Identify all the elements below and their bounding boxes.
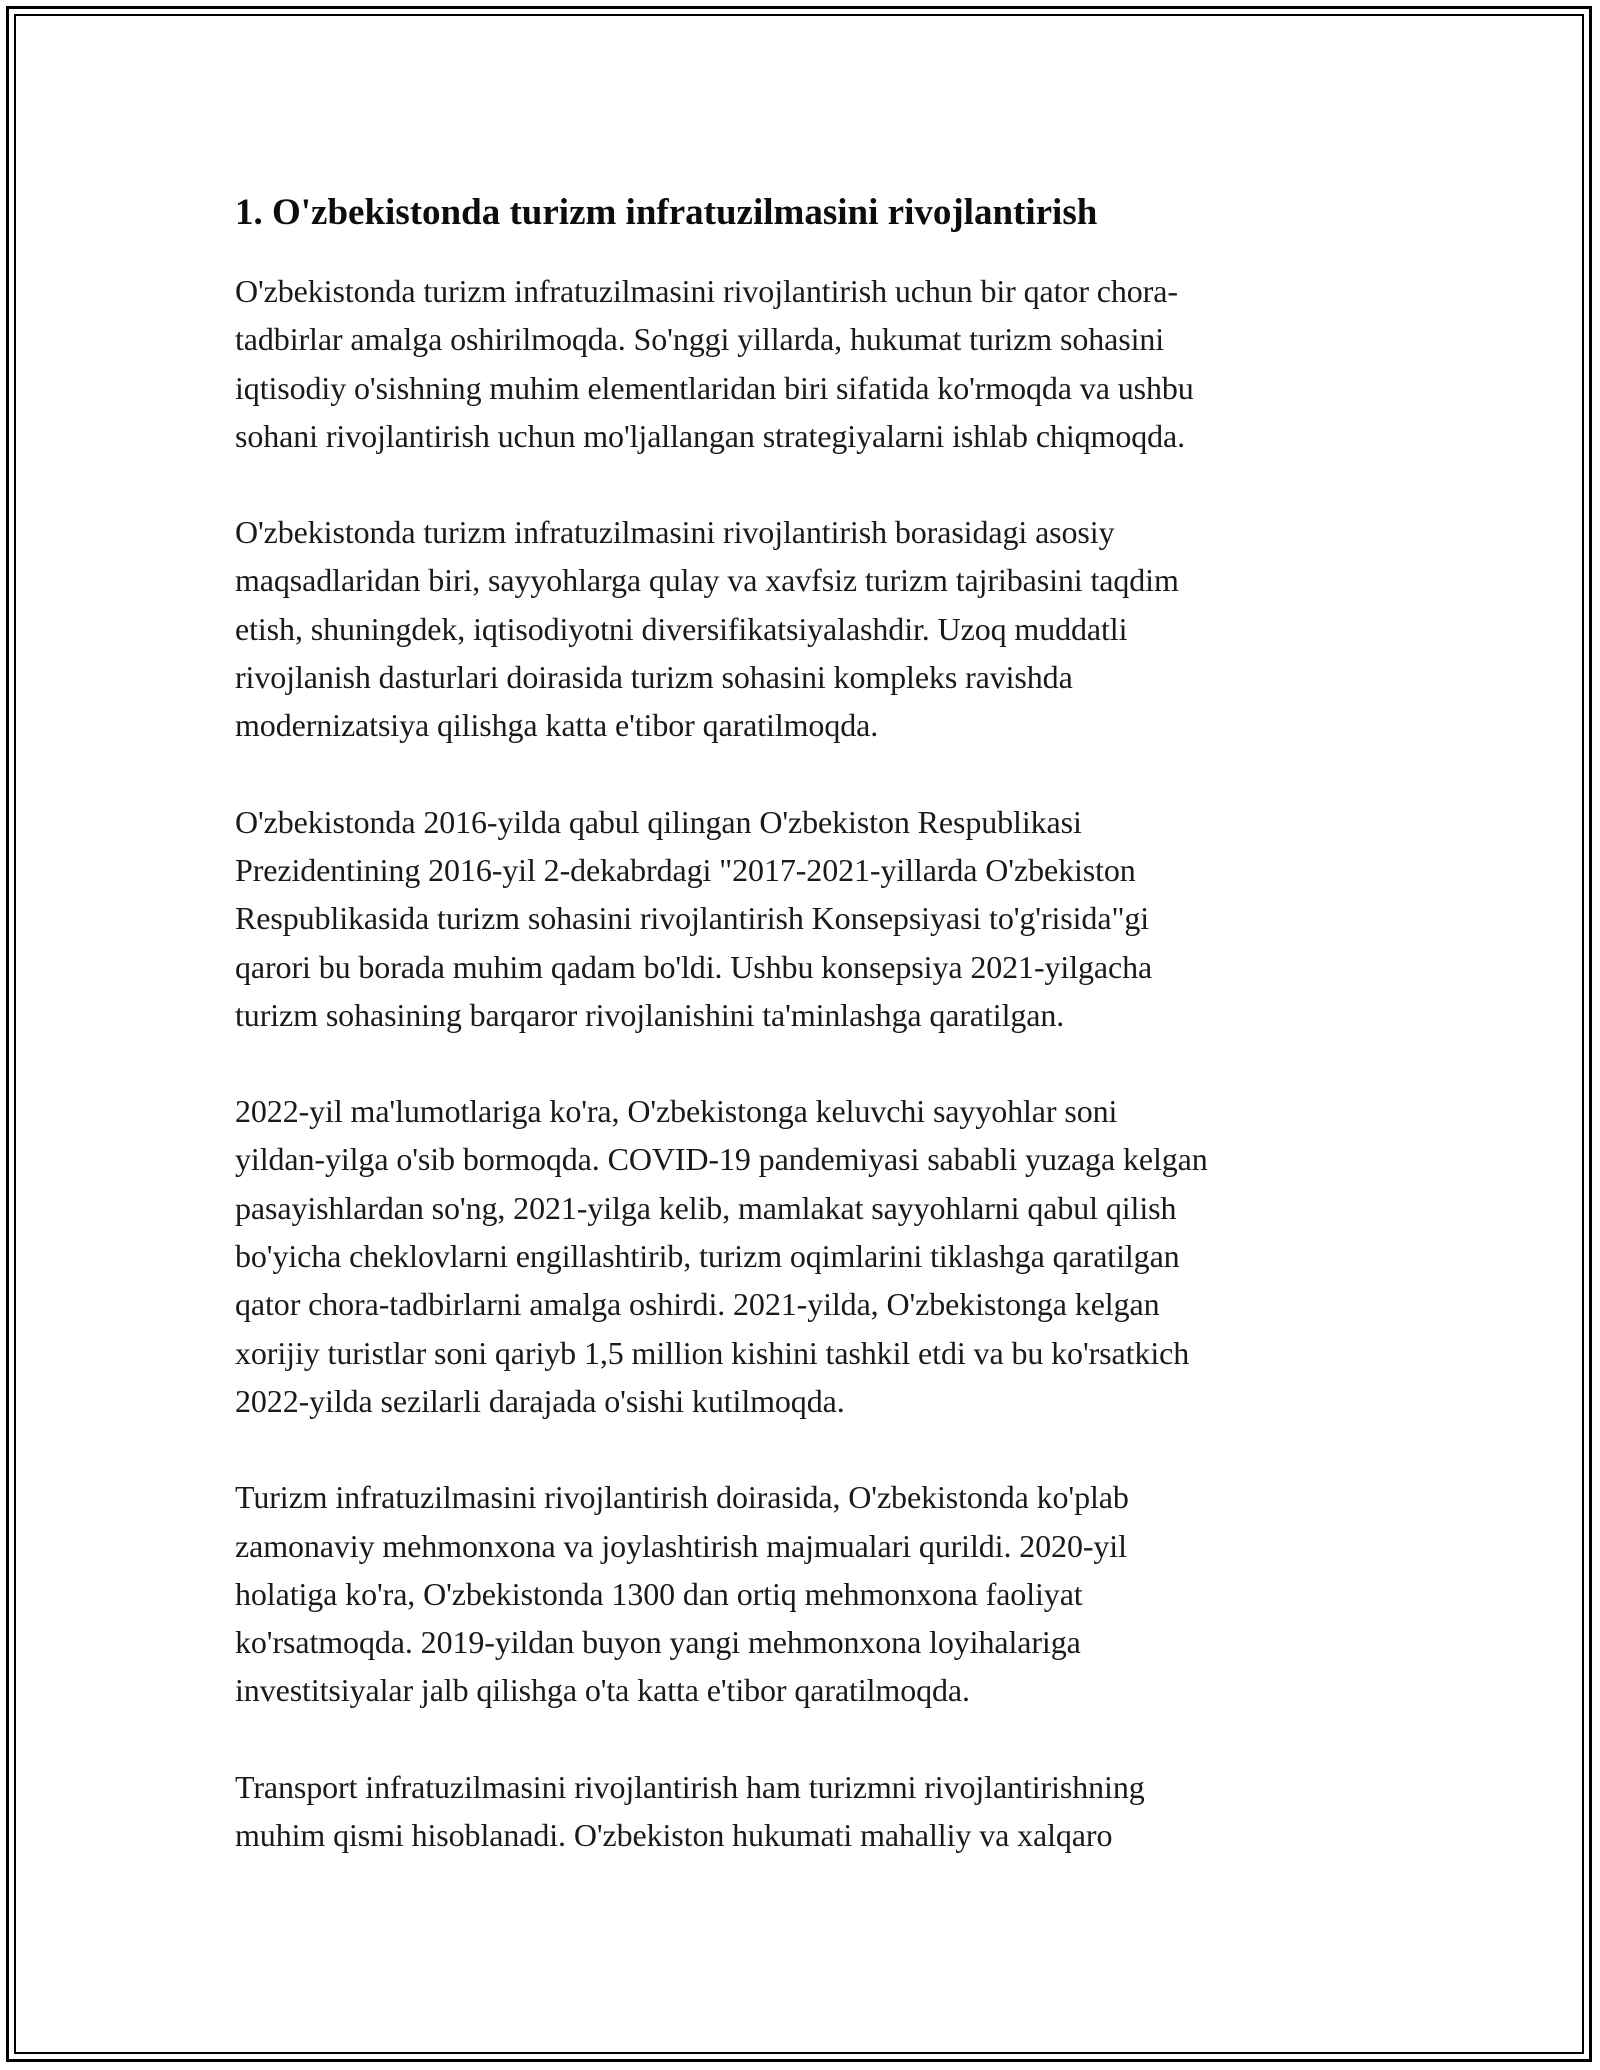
text-line: turizm sohasining barqaror rivojlanishini ta'minlashga qaratilgan. xyxy=(235,996,1065,1033)
text-line: sohani rivojlantirish uchun mo'ljallangan strategiyalarni ishlab chiqmoqda. xyxy=(235,417,1186,454)
paragraph-4 xyxy=(235,1087,1370,1425)
text-line: Transport infratuzilmasini rivojlantirish ham turizmni rivojlantirishning xyxy=(235,1768,1145,1805)
text-line: ko'rsatmoqda. 2019-yildan buyon yangi mehmonxona loyihalariga xyxy=(235,1624,1081,1661)
text-line: modernizatsiya qilishga katta e'tibor qaratilmoqda. xyxy=(235,707,879,744)
text-line: 2022-yil ma'lumotlariga ko'ra, O'zbekistonga keluvchi sayyohlar soni xyxy=(235,1093,1118,1130)
text-line: O'zbekistonda turizm infratuzilmasini rivojlantirish borasidagi asosiy xyxy=(235,514,1115,551)
text-line: O'zbekistonda 2016-yilda qabul qilingan O'zbekiston Respublikasi xyxy=(235,803,1082,840)
text-line: bo'yicha cheklovlarni engillashtirib, turizm oqimlarini tiklashga qaratilgan xyxy=(235,1238,1180,1275)
text-line: tadbirlar amalga oshirilmoqda. So'nggi yillarda, hukumat turizm sohasini xyxy=(235,321,1165,358)
text-line: investitsiyalar jalb qilishga o'ta katta e'tibor qaratilmoqda. xyxy=(235,1672,970,1709)
paragraph-1 xyxy=(235,267,1370,460)
text-line: qator chora-tadbirlarni amalga oshirdi. 2021-yilda, O'zbekistonga kelgan xyxy=(235,1286,1160,1323)
text-line: pasayishlardan so'ng, 2021-yilga kelib, mamlakat sayyohlarni qabul qilish xyxy=(235,1189,1177,1226)
paragraph-5 xyxy=(235,1473,1370,1714)
section-heading: 1. O'zbekistonda turizm infratuzilmasini rivojlantirish xyxy=(235,192,1098,233)
text-line: zamonaviy mehmonxona va joylashtirish majmualari qurildi. 2020-yil xyxy=(235,1527,1127,1564)
paragraph-6 xyxy=(235,1763,1370,1860)
text-line: rivojlanish dasturlari doirasida turizm sohasini kompleks ravishda xyxy=(235,659,1073,696)
paragraph-3 xyxy=(235,798,1370,1039)
text-line: Prezidentining 2016-yil 2-dekabrdagi "2017-2021-yillarda O'zbekiston xyxy=(235,851,1136,888)
text-line: etish, shuningdek, iqtisodiyotni diversifikatsiyalashdir. Uzoq muddatli xyxy=(235,610,1128,647)
text-line: yildan-yilga o'sib bormoqda. COVID-19 pandemiyasi sababli yuzaga kelgan xyxy=(235,1141,1208,1178)
text-line: Turizm infratuzilmasini rivojlantirish doirasida, O'zbekistonda ko'plab xyxy=(235,1479,1129,1516)
text-line: muhim qismi hisoblanadi. O'zbekiston hukumati mahalliy va xalqaro xyxy=(235,1817,1113,1854)
text-line: maqsadlaridan biri, sayyohlarga qulay va xavfsiz turizm tajribasini taqdim xyxy=(235,562,1179,599)
text-line: iqtisodiy o'sishning muhim elementlaridan biri sifatida ko'rmoqda va ushbu xyxy=(235,369,1194,406)
text-line: xorijiy turistlar soni qariyb 1,5 million kishini tashkil etdi va bu ko'rsatkich xyxy=(235,1334,1190,1371)
text-line: Respublikasida turizm sohasini rivojlantirish Konsepsiyasi to'g'risida"gi xyxy=(235,900,1150,937)
text-line: 2022-yilda sezilarli darajada o'sishi kutilmoqda. xyxy=(235,1382,845,1419)
text-line: O'zbekistonda turizm infratuzilmasini rivojlantirish uchun bir qator chora- xyxy=(235,273,1178,309)
text-line: holatiga ko'ra, O'zbekistonda 1300 dan ortiq mehmonxona faoliyat xyxy=(235,1575,1083,1612)
text-line: qarori bu borada muhim qadam bo'ldi. Ushbu konsepsiya 2021-yilgacha xyxy=(235,948,1153,985)
document-body xyxy=(235,183,1370,1907)
paragraph-2 xyxy=(235,508,1370,749)
